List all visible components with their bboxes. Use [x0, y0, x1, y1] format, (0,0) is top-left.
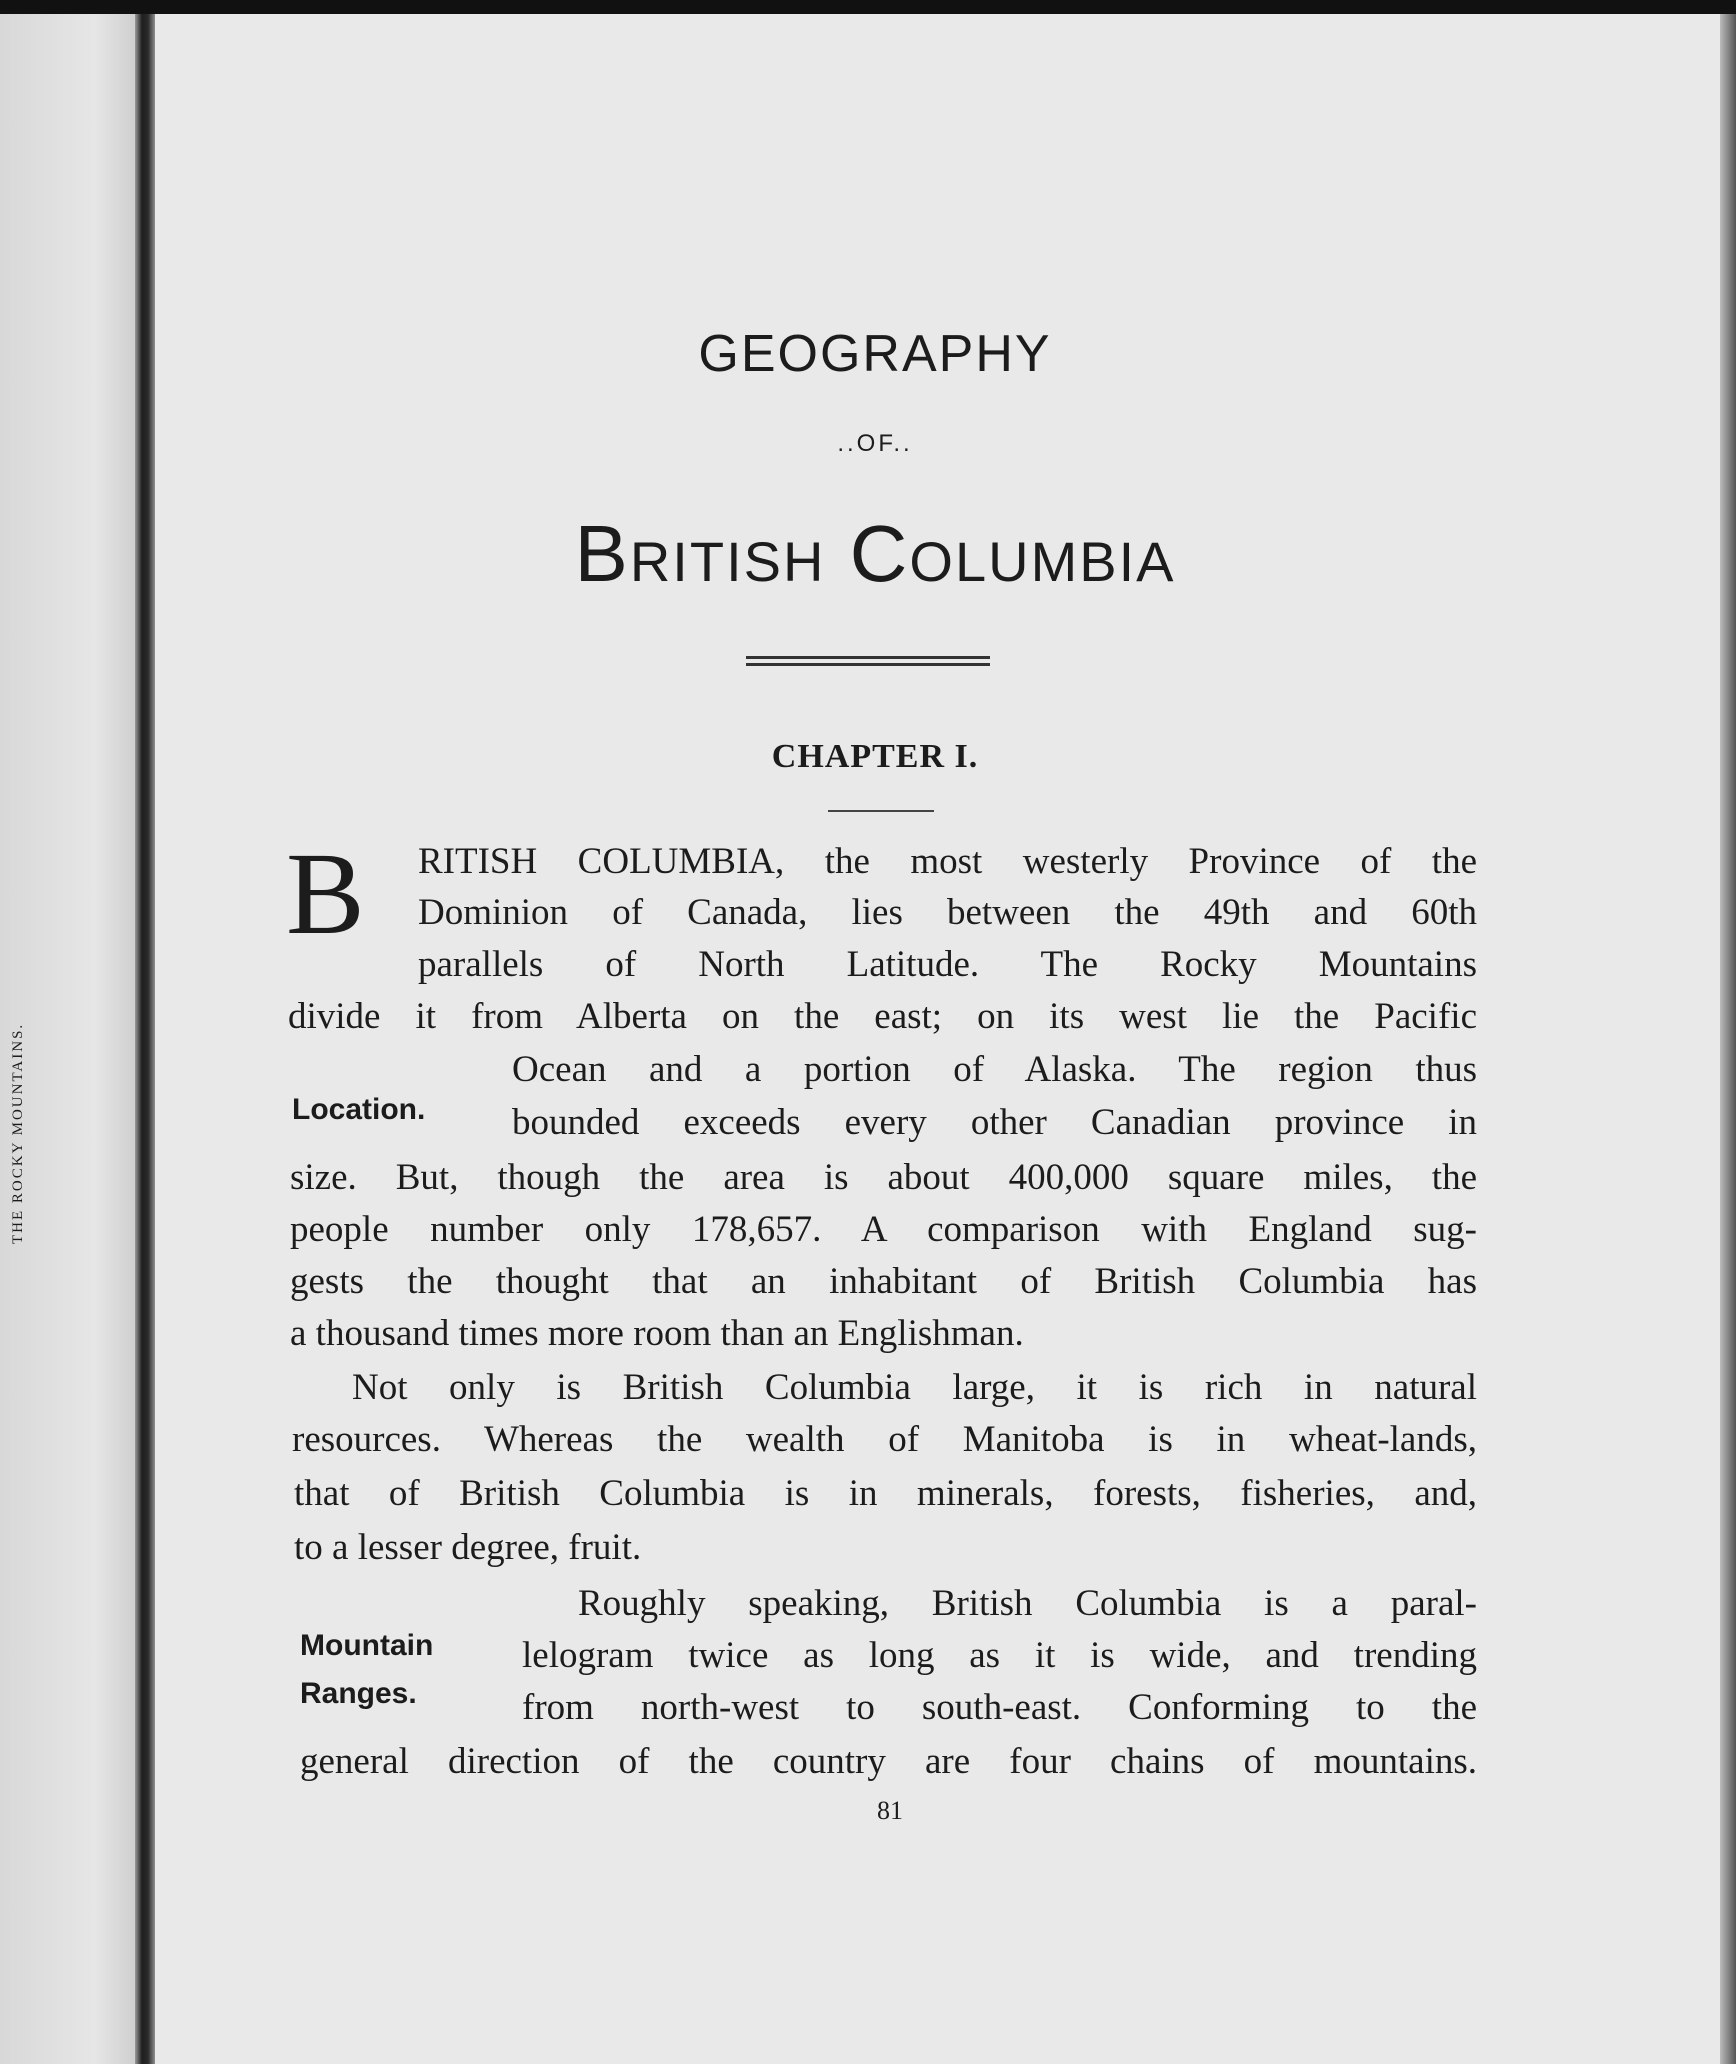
book-gutter [135, 14, 155, 2064]
double-rule-divider [746, 656, 990, 666]
body-line: size. But, though the area is about 400,000 square miles, the [290, 1157, 1477, 1198]
body-line: Not only is British Columbia large, it is rich in natural [352, 1367, 1477, 1408]
title-of: ..OF.. [837, 430, 913, 457]
body-line: RITISH COLUMBIA, the most westerly Province of the [418, 841, 1477, 882]
body-line: a thousand times more room than an Englishman. [290, 1313, 1024, 1354]
body-line: lelogram twice as long as it is wide, and trending [522, 1635, 1477, 1676]
left-page [0, 14, 135, 2064]
body-line: gests the thought that an inhabitant of British Columbia has [290, 1261, 1477, 1302]
page-right-edge [1720, 14, 1736, 2064]
body-line: divide it from Alberta on the east; on its west lie the Pacific [288, 996, 1477, 1037]
margin-note-ranges: Ranges. [300, 1677, 417, 1710]
short-rule-divider [828, 810, 934, 812]
page-number: 81 [877, 1796, 903, 1825]
body-line: parallels of North Latitude. The Rocky Mountains [418, 944, 1477, 985]
body-line: bounded exceeds every other Canadian province in [512, 1102, 1477, 1143]
body-line: people number only 178,657. A comparison with England sug- [290, 1209, 1477, 1250]
title-british-columbia: British Columbia [574, 509, 1176, 598]
body-line: resources. Whereas the wealth of Manitoba is in wheat-lands, [292, 1419, 1477, 1460]
margin-note-mountain: Mountain [300, 1629, 434, 1662]
running-head-vertical [10, 1022, 34, 1244]
drop-cap: B [286, 828, 365, 959]
body-line: Dominion of Canada, lies between the 49th and 60th [418, 892, 1477, 933]
chapter-heading: CHAPTER I. [771, 738, 979, 775]
title-geography: GEOGRAPHY [698, 325, 1052, 383]
margin-note-location: Location. [292, 1093, 426, 1126]
body-line: to a lesser degree, fruit. [294, 1527, 642, 1568]
running-head-text: THE ROCKY MOUNTAINS. [10, 1022, 26, 1244]
body-line: Ocean and a portion of Alaska. The region thus [512, 1049, 1477, 1090]
body-line: Roughly speaking, British Columbia is a paral- [578, 1583, 1477, 1624]
page-top-edge [0, 0, 1736, 14]
body-line: general direction of the country are four chains of mountains. [300, 1741, 1477, 1782]
body-line: that of British Columbia is in minerals, forests, fisheries, and, [294, 1473, 1477, 1514]
body-line: from north-west to south-east. Conforming to the [522, 1687, 1477, 1728]
